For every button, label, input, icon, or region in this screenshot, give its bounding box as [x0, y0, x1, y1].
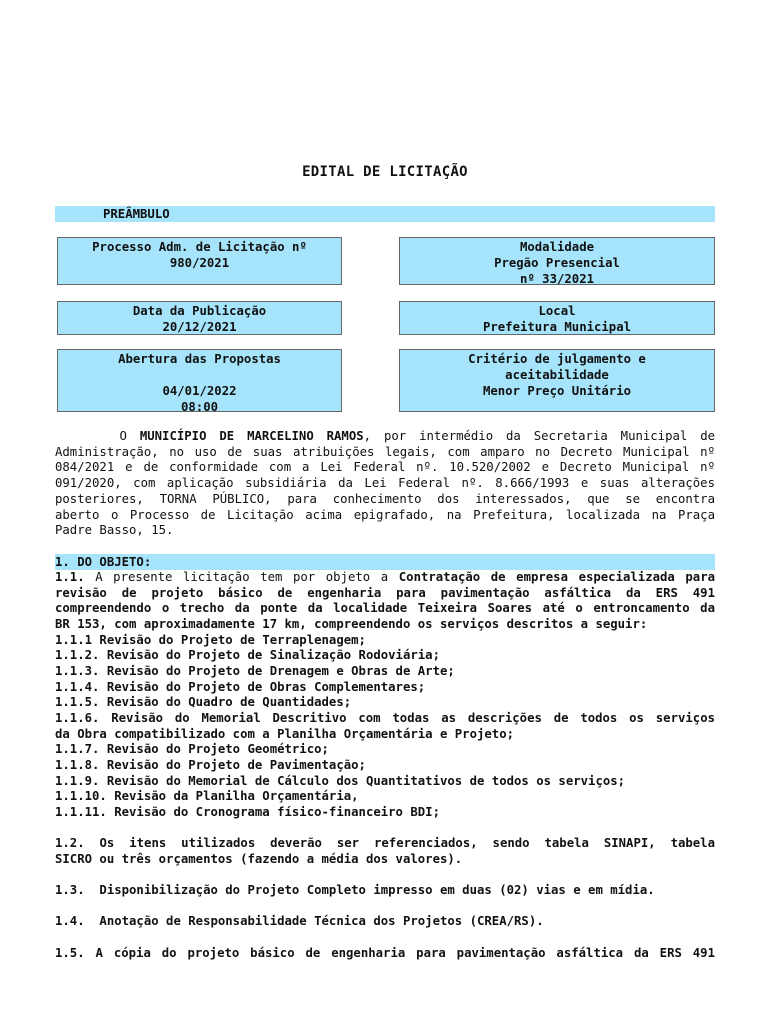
objeto-section — [55, 570, 715, 821]
list-item: 1.1.1 Revisão do Projeto de Terraplenagem; — [55, 632, 366, 647]
box-local — [399, 301, 715, 335]
intro-paragraph — [55, 429, 715, 539]
box-data-line: Data da Publicação — [132, 304, 267, 318]
box-local-line: Local — [538, 304, 576, 318]
objeto-heading-bar — [55, 554, 715, 570]
box-abertura-line: 08:00 — [180, 400, 219, 414]
box-criterio-line: aceitabilidade — [505, 368, 609, 382]
objeto-line: 1.4. Anotação de Responsabilidade Técnica dos Projetos (CREA/RS). — [55, 914, 544, 928]
list-item: 1.1.11. Revisão do Cronograma físico-financeiro BDI; — [55, 804, 440, 819]
box-processo-line: Processo Adm. de Licitação nº — [92, 240, 307, 254]
preambulo-bar — [55, 206, 715, 222]
intro-line: 084/2021 e de conformidade com a Lei Federal nº. 10.520/2002 e Decreto Municipal nº — [55, 460, 715, 475]
intro-line: O MUNICÍPIO DE MARCELINO RAMOS, por intermédio da Secretaria Municipal de — [55, 429, 716, 443]
list-item: 1.1.9. Revisão do Memorial de Cálculo dos Quantitativos de todos os serviços; — [55, 773, 626, 788]
objeto-item-1-2 — [55, 836, 715, 867]
list-item: 1.1.4. Revisão do Projeto de Obras Complementares; — [55, 679, 426, 694]
box-processo — [57, 237, 342, 285]
box-modalidade — [399, 237, 715, 285]
objeto-heading: 1. DO OBJETO: — [55, 555, 152, 569]
box-criterio-line: Menor Preço Unitário — [482, 384, 632, 398]
box-processo-line: 980/2021 — [169, 256, 230, 270]
box-modalidade-line: Pregão Presencial — [494, 256, 620, 270]
objeto-line: BR 153, com aproximadamente 17 km, compreendendo os serviços descritos a seguir: — [55, 616, 648, 631]
objeto-item-1-4 — [55, 914, 715, 930]
list-item: 1.1.3. Revisão do Projeto de Drenagem e Obras de Arte; — [55, 663, 455, 678]
list-item: 1.1.7. Revisão do Projeto Geométrico; — [55, 742, 329, 757]
objeto-line: compreendendo o trecho da ponte da localidade Teixeira Soares até o entroncamento da — [55, 601, 715, 616]
list-item: da Obra compatibilizado com a Planilha Orçamentária e Projeto; — [55, 726, 515, 741]
document-title: EDITAL DE LICITAÇÃO — [302, 164, 468, 180]
box-criterio — [399, 349, 715, 412]
box-abertura-line — [58, 367, 341, 383]
box-data-publicacao — [57, 301, 342, 335]
objeto-item-1-5 — [55, 946, 715, 962]
objeto-line: 1.5. A cópia do projeto básico de engenharia para pavimentação asfáltica da ERS 491 — [55, 946, 715, 960]
list-item: 1.1.6. Revisão do Memorial Descritivo com todas as descrições de todos os serviços — [55, 710, 715, 725]
intro-line: aberto o Processo de Licitação acima epigrafado, na Prefeitura, localizada na Praça — [55, 507, 715, 522]
intro-line: 091/2020, com aplicação subsidiária da Lei Federal nº. 8.666/1993 e suas alterações — [55, 476, 715, 491]
box-abertura-line: 04/01/2022 — [162, 384, 237, 398]
box-abertura — [57, 349, 342, 412]
box-modalidade-line: nº 33/2021 — [519, 272, 595, 286]
box-modalidade-line: Modalidade — [519, 240, 595, 254]
objeto-line: revisão de projeto básico de engenharia para pavimentação asfáltica da ERS 491 — [55, 585, 715, 600]
objeto-line: 1.3. Disponibilização do Projeto Completo impresso em duas (02) vias e em mídia. — [55, 883, 655, 897]
list-item: 1.1.2. Revisão do Projeto de Sinalização Rodoviária; — [55, 648, 440, 663]
intro-line: Administração, no uso de suas atribuições legais, com amparo no Decreto Municipal nº — [55, 444, 715, 459]
list-item: 1.1.8. Revisão do Projeto de Pavimentação; — [55, 757, 366, 772]
box-criterio-line: Critério de julgamento e — [468, 352, 646, 366]
preambulo-label: PREÂMBULO — [103, 207, 170, 221]
box-local-line: Prefeitura Municipal — [482, 320, 632, 334]
objeto-line: 1.1. A presente licitação tem por objeto a Contratação de empresa especializada para — [55, 570, 716, 584]
intro-line: Padre Basso, 15. — [55, 523, 174, 538]
objeto-line: SICRO ou três orçamentos (fazendo a média dos valores). — [55, 851, 463, 866]
list-item: 1.1.10. Revisão da Planilha Orçamentária, — [55, 789, 359, 804]
objeto-line: 1.2. Os itens utilizados deverão ser referenciados, sendo tabela SINAPI, tabela — [55, 836, 715, 850]
box-abertura-line: Abertura das Propostas — [118, 352, 281, 366]
intro-line: posteriores, TORNA PÚBLICO, para conhecimento dos interessados, que se encontra — [55, 491, 715, 506]
list-item: 1.1.5. Revisão do Quadro de Quantidades; — [55, 695, 352, 710]
box-data-line: 20/12/2021 — [162, 320, 237, 334]
objeto-item-1-3 — [55, 883, 715, 899]
